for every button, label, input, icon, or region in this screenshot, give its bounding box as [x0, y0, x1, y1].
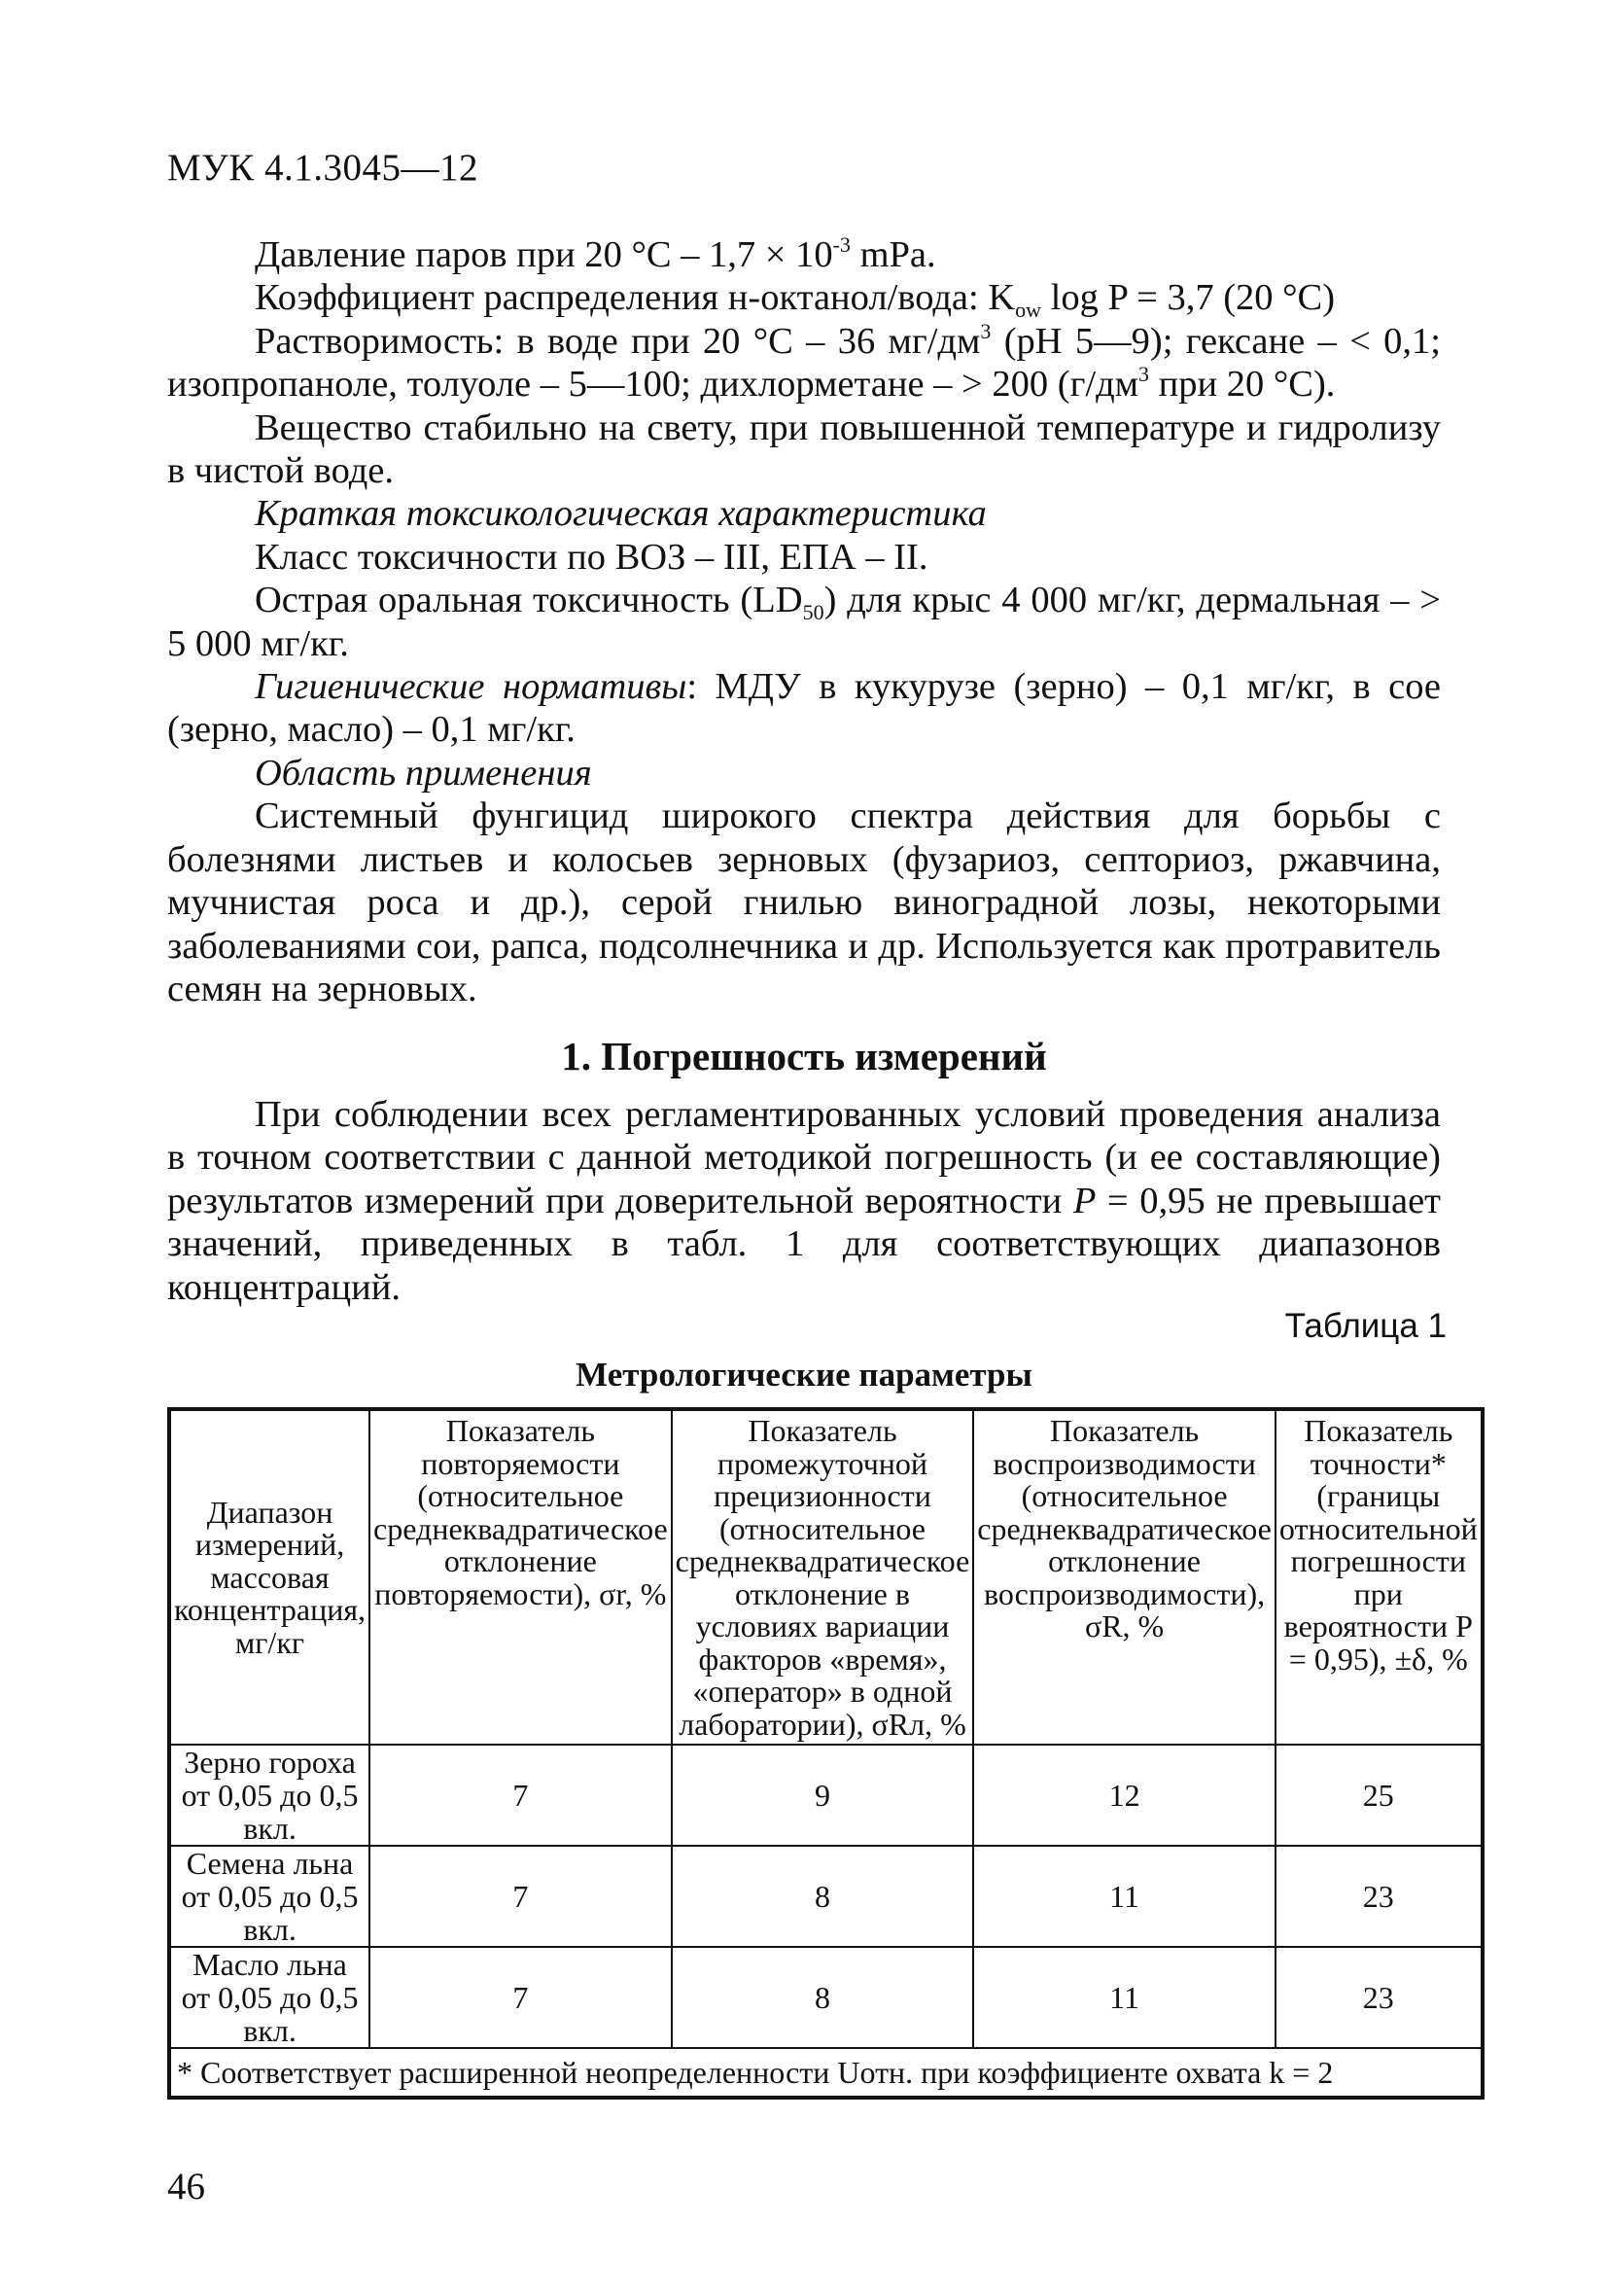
cell-intermediate: 8 — [672, 1947, 974, 2048]
scope-text: Системный фунгицид широкого спектра действия для борьбы с болезнями листьев и колосьев зерновых (фузариоз, септориоз, ржавчина, мучнистая роса и др.), серой гнилью виноградной лозы, некоторыми заболеваниями сои, рапса, подсолнечника и др. Используется как протравитель семян на зерновых. — [167, 795, 1441, 1009]
table-row — [169, 1947, 1483, 2048]
cell-reproducibility: 11 — [973, 1947, 1276, 2048]
cell-reproducibility: 11 — [973, 1846, 1276, 1947]
header-intermediate-precision: Показатель промежуточной прецизионности (относительное среднеквадратическое отклонение в условиях вариации факторов «время», «оператор» в одной лаборатории), σRл, % — [672, 1409, 974, 1745]
document-id: МУК 4.1.3045—12 — [167, 147, 479, 189]
table-row — [169, 1846, 1483, 1947]
stability: Вещество стабильно на свету, при повышенной температуре и гидролизу в чистой воде. — [167, 406, 1441, 492]
substance-properties — [167, 233, 1441, 1010]
row-range-cell: Масло льна от 0,05 до 0,5 вкл. — [169, 1947, 369, 2048]
cell-repeatability: 7 — [369, 1846, 672, 1947]
cell-intermediate: 8 — [672, 1846, 974, 1947]
table-caption: Метрологические параметры — [576, 1356, 1032, 1394]
scope-heading: Область применения — [255, 752, 592, 794]
tox-heading: Краткая токсикологическая характеристика — [255, 493, 987, 535]
cell-repeatability: 7 — [369, 1947, 672, 2048]
table-label: Таблица 1 — [1284, 1307, 1447, 1345]
header-range: Диапазон измерений, массовая концентрация, мг/кг — [169, 1409, 369, 1745]
table-footnote: * Соответствует расширенной неопределенности Uотн. при коэффициенте охвата k = 2 — [169, 2048, 1483, 2098]
row-range-cell: Семена льна от 0,05 до 0,5 вкл. — [169, 1846, 369, 1947]
table-row — [169, 1745, 1483, 1846]
tox-class: Класс токсичности по ВОЗ – III, ЕПА – II. — [255, 536, 928, 578]
acute-toxicity: Острая оральная токсичность $(LD_{50})$ для крыс 4 000 мг/кг, дермальная – > 5 000 мг/кг. — [167, 580, 1441, 664]
header-repeatability: Показатель повторяемости (относительное среднеквадратическое отклонение повторяемости), σr, % — [369, 1409, 672, 1745]
cell-reproducibility: 12 — [973, 1745, 1276, 1846]
page-number: 46 — [167, 2166, 205, 2208]
table-header-row — [169, 1409, 1483, 1745]
row-range-cell: Зерно гороха от 0,05 до 0,5 вкл. — [169, 1745, 369, 1846]
section-title: 1. Погрешность измерений — [561, 1034, 1047, 1078]
cell-accuracy: 23 — [1276, 1947, 1483, 2048]
partition-coefficient: Коэффициент распределения н-октанол/вода: $K_{ow}$ log P = 3,7 (20 °С) — [255, 277, 1336, 323]
cell-repeatability: 7 — [369, 1745, 672, 1846]
solubility: Растворимость: в воде при 20 °С – 36 $мг/дм^3$ (pH 5—9); гексане – < 0,1; изопропаноле, толуоле – 5—100; дихлорметане – > 200 ($г/дм^3$ при 20 °С). — [167, 318, 1441, 406]
header-reproducibility: Показатель воспроизводимости (относительное среднеквадратическое отклонение воспроизводимости), σR, % — [973, 1409, 1276, 1745]
metrology-table — [167, 1407, 1485, 2100]
vapor-pressure: Давление паров при 20 $^\circ С - 1,7 \times 10^{-3}$ mPa. — [255, 232, 936, 275]
cell-accuracy: 23 — [1276, 1846, 1483, 1947]
section-paragraph: При соблюдении всех регламентированных условий проведения анализа в точном соответствии с данной методикой погрешность (и ее составляющие) результатов измерений при доверительной вероятности P = 0,95 не превышает значений, приведенных в табл. 1 для соответствующих диапазонов концентраций. — [167, 1094, 1441, 1308]
header-accuracy: Показатель точности* (границы относительной погрешности при вероятности P = 0,95), ±δ, % — [1276, 1409, 1483, 1745]
hygiene-norms: Гигиенические нормативы: МДУ в кукурузе (зерно) – 0,1 мг/кг, в сое (зерно, масло) – 0,1 мг/кг. — [167, 666, 1442, 751]
cell-accuracy: 25 — [1276, 1745, 1483, 1846]
cell-intermediate: 9 — [672, 1745, 974, 1846]
table-footnote-row — [169, 2048, 1483, 2098]
